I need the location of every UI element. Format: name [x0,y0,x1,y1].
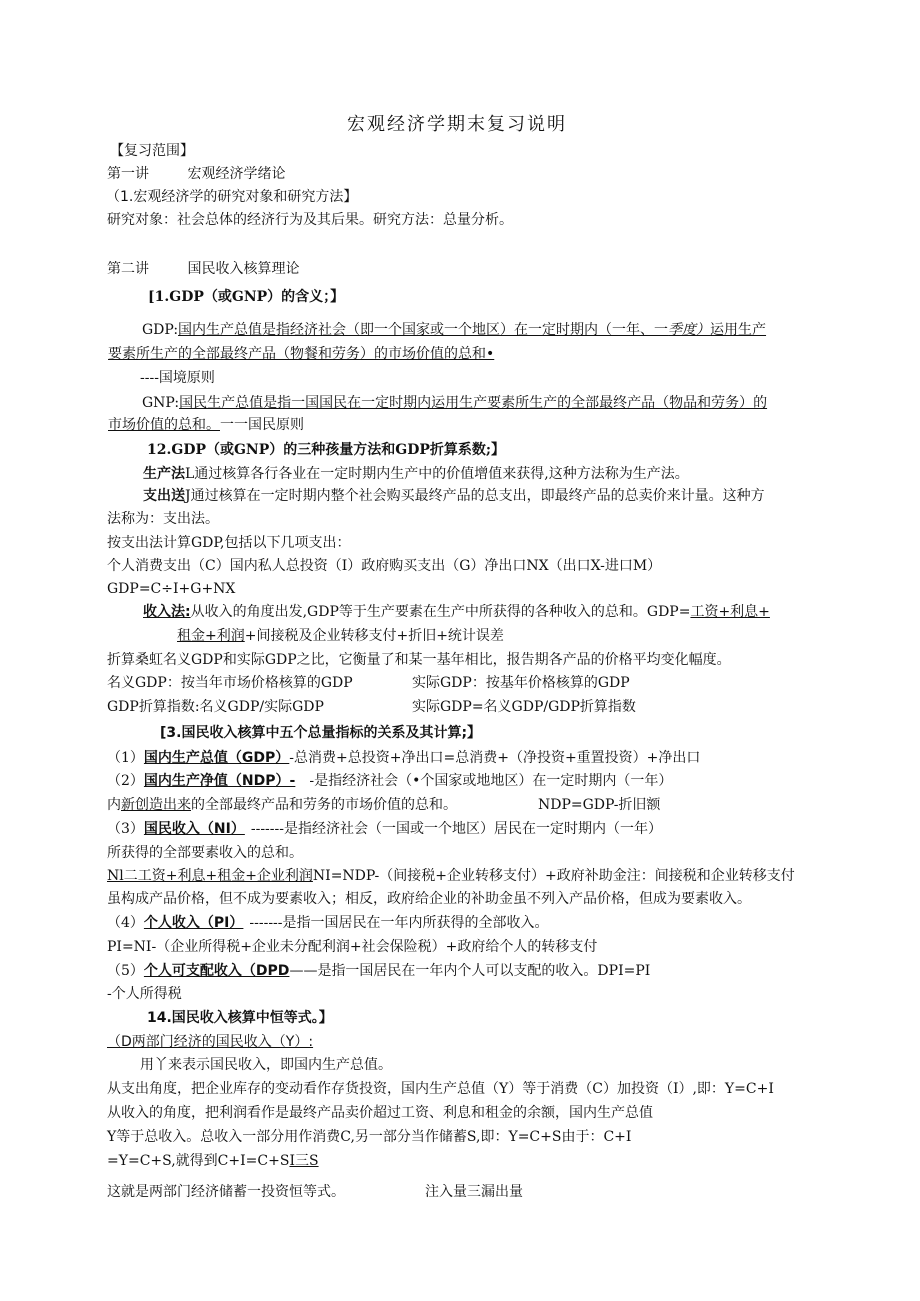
research-line: 研究对象：社会总体的经济行为及其后果。研究方法：总量分析。 [107,212,513,228]
topic-methods-heading: 12.GDP（或GNP）的三种孩量方法和GDP折算系数;】 [147,442,506,458]
income-rest: +间接税及企业转移支付+折旧+统计误差 [244,628,504,644]
item3 [107,819,662,839]
expenditure-formula: GDP=C÷I+G+NX [107,581,236,597]
gnp-definition-line2 [108,415,304,435]
item1-number: （1） [107,750,144,766]
gdp-def-text: 国内生产总值是指经济社会（即一个国家或一个地区）在一定时期内（一年、一 [178,322,669,338]
real-gdp-formula: 实际GDP=名义GDP/GDP折算指数 [412,699,636,715]
income-method [143,602,770,622]
two-sector-line6: 这就是两部门经济储蓄一投资恒等式。 [107,1184,345,1200]
income-rent-profit: 租金+利润 [177,628,245,644]
gdp-definition-line2: 要素所生产的全部最终产品（物餐和劳务）的市场价值的总和• [108,346,495,362]
lecture2-number: 第二讲 [107,261,149,277]
lecture2-heading [107,259,299,279]
gnp-principle: 一一国民原则 [220,417,304,433]
deflator-index: GDP折算指数:名义GDP/实际GDP [107,699,324,715]
item4-text: -------是指一国居民在一年内所获得的全部收入。 [249,915,549,931]
item1-text: -总消费+总投资+净出口=总消费+（净投资+重置投资）+净出口 [289,750,701,766]
income-label: 收入法: [143,604,191,620]
item2-inner: 内 [107,797,121,813]
expenditure-method [143,486,765,506]
production-label: 生产法 [143,466,185,482]
lecture1-number: 第一讲 [107,166,149,182]
expenditure-items-intro: 按支出法计算GDP,包括以下几项支出： [107,535,351,551]
ni-formula [107,866,795,886]
item1 [107,748,700,768]
section-review-scope: 【复习范围】 [110,143,194,159]
expenditure-items: 个人消费支出（C）国内私人总投资（I）政府购买支出（G）净出口NX（出口X-进口M） [107,558,662,574]
ndp-formula: NDP=GDP-折旧额 [538,797,661,813]
item2-new-created: 新创造出来 [121,797,191,813]
item4 [107,913,549,933]
item5-line2: -个人所得税 [107,986,182,1002]
gnp-definition [142,393,767,413]
production-method [143,464,689,484]
gdp-def-end: 运用生产 [710,322,767,338]
topic-gdp-heading: [1.GDP（或GNP）的含义；】 [148,289,345,305]
page-title: 宏观经济学期末复习说明 [347,114,567,135]
ni-note-line2: 虽构成产品价格，但不成为要素收入；相反，政府给企业的补助金虽不列入产品价格，但成为要素收入。 [107,891,751,907]
two-sector-heading: （D两部门经济的国民收入（Y）: [107,1034,314,1050]
item2 [107,771,672,791]
item4-number: （4） [107,915,144,931]
income-method-line2 [177,626,504,646]
two-sector-line1: 用丫来表示国民收入，即国内生产总值。 [140,1057,392,1073]
lecture2-name: 国民收入核算理论 [187,261,300,277]
gdp-principle: ----国境原则 [140,370,215,386]
item5 [107,961,650,981]
item2-line2 [107,795,457,815]
gdp-def-label: GDP: [142,322,179,338]
real-gdp: 实际GDP：按基年价格核算的GDP [412,675,630,691]
gnp-def-text: 国民生产总值是指一国国民在一定时期内运用生产要素所生产的全部最终产品（物品和劳务）的 [179,395,768,411]
lecture1-heading [107,164,285,184]
item4-name: 个人收入（PI） [143,915,244,931]
production-text: L通过核算各行各业在一定时期内生产中的价值增值来获得,这种方法称为生产法。 [185,466,689,482]
two-sector-line2: 从支出角度，把企业库存的变动看作存货投资，国内生产总值（Y）等于消费（C）加投资（I）,即：Y=C+I [107,1081,774,1097]
two-sector-line4: Y等于总收入。总收入一部分用作消费C,另一部分当作储蓄S,即：Y=C+S由于：C+I [107,1129,632,1145]
pi-formula: PI=NI-（企业所得税+企业未分配利润+社会保险税）+政府给个人的转移支付 [107,939,598,955]
item3-line2: 所获得的全部要素收入的总和。 [107,845,303,861]
lecture1-name: 宏观经济学绪论 [187,166,286,182]
topic1-heading: （1.宏观经济学的研究对象和研究方法】 [106,189,358,205]
gdp-def-italic: 季度） [668,322,711,338]
injection-leakage: 注入量三漏出量 [425,1184,523,1200]
gdp-definition [142,320,766,340]
identity-result: I三S [289,1153,319,1169]
item2-number: （2） [107,773,144,789]
ni-ndp-formula: NI=NDP-（间接税+企业转移支付）+政府补助金注：间接税和企业转移支付 [312,868,795,884]
identity-derivation: =Y=C+S,就得到C+I=C+S [107,1153,290,1169]
item3-text: -------是指经济社会（一国或一个地区）居民在一定时期内（一年） [250,821,662,837]
income-text: 从收入的角度出发,GDP等于生产要素在生产中所获得的各种收入的总和。GDP= [190,604,691,620]
gnp-def-label: GNP: [142,395,180,411]
topic-five-heading: [3.国民收入核算中五个总量指标的关系及其计算;】 [160,725,482,741]
item3-number: （3） [107,821,144,837]
item2-rest: 的全部最终产品和劳务的市场价值的总和。 [191,797,457,813]
gnp-def2-text: 市场价值的总和。 [108,417,220,433]
nominal-gdp: 名义GDP：按当年市场价格核算的GDP [107,675,353,691]
topic-identity-heading: 14.国民收入核算中恒等式。】 [147,1010,333,1026]
item5-name: 个人可支配收入（DPD [143,963,290,979]
expenditure-method-line2: 法称为：支出法。 [107,511,219,527]
two-sector-line5 [107,1151,319,1171]
item1-name: 国内生产总值（GDP） [143,750,290,766]
expenditure-text: J通过核算在一定时期内整个社会购买最终产品的总支出，即最终产品的总卖价来计量。这种方 [185,488,765,504]
ni-wage-formula: Nl二工资+利息+租金+企业利润 [107,868,313,884]
item2-text: -是指经济社会（•个国家或地地区）在一定时期内（一年） [309,773,673,789]
two-sector-line3: 从收入的角度，把利润看作是最终产品卖价超过工资、利息和租金的余额，国内生产总值 [107,1105,653,1121]
expenditure-label: 支出送 [143,488,185,504]
deflator-definition: 折算桑虹名义GDP和实际GDP之比，它衡量了和某一基年相比，报告期各产品的价格平均变化幅度。 [107,652,731,668]
item5-number: （5） [107,963,144,979]
item3-name: 国民收入（NI） [143,821,245,837]
item5-text: ——是指一国居民在一年内个人可以支配的收入。DPI=PI [289,963,651,979]
item2-name: 国内生产净值（NDP）- [143,773,296,789]
income-text-underlined: 工资+利息+ [690,604,770,620]
